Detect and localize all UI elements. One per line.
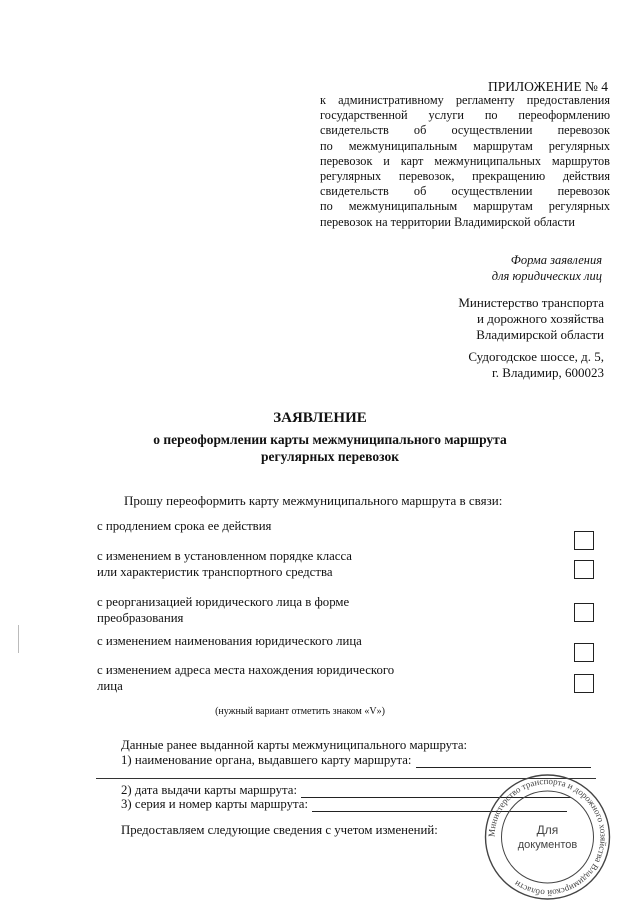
field-issuing-authority [121, 753, 591, 768]
checkbox-address-change[interactable] [574, 674, 594, 693]
margin-mark [18, 625, 19, 653]
recipient-line: и дорожного хозяйства [477, 311, 604, 326]
recipient-block [380, 295, 604, 343]
appendix-line: государственной услуги по переоформлению [320, 108, 610, 123]
official-stamp [480, 772, 615, 902]
subtitle-line: регулярных перевозок [261, 449, 399, 464]
option-line: с продлением срока ее действия [97, 519, 272, 533]
option-line: с изменением наименования юридического лица [97, 634, 362, 648]
appendix-line: по межмуниципальным маршрутам регулярных [320, 138, 610, 153]
recipient-line: Министерство транспорта [458, 295, 604, 310]
option-label-extend-term [97, 518, 417, 534]
option-line: преобразования [97, 611, 184, 625]
appendix-line: к административному регламенту предоставления [320, 93, 610, 107]
option-label-reorganization [97, 594, 417, 626]
previous-card-title: Данные ранее выданной карты межмуниципального маршрута: [121, 738, 468, 752]
option-label-vehicle-change [97, 548, 417, 580]
option-line: с изменением в установленном порядке класса [97, 549, 352, 563]
stamp-center-line2: документов [517, 839, 578, 851]
appendix-text [320, 93, 610, 230]
issuing-authority-input[interactable] [416, 755, 591, 768]
appendix-line: перевозок на территории Владимирской области [320, 214, 575, 229]
recipient-line: Владимирской области [476, 327, 604, 342]
option-label-address-change [97, 662, 417, 694]
form-note-line: Форма заявления [510, 253, 602, 267]
checkbox-extend-term[interactable] [574, 531, 594, 550]
request-intro: Прошу переоформить карту межмуниципального маршрута в связи: [124, 493, 503, 508]
selection-hint: (нужный вариант отметить знаком «V») [215, 706, 385, 717]
field-label: 2) дата выдачи карты маршрута: [121, 783, 298, 797]
subtitle-line: о переоформлении карты межмуниципального маршрута [153, 432, 507, 447]
form-note-line: для юридических лиц [491, 269, 602, 283]
field-label: 1) наименование органа, выдавшего карту маршрута: [121, 753, 412, 767]
appendix-line: по межмуниципальным маршрутам регулярных [320, 199, 610, 214]
address-line: Судогодское шоссе, д. 5, [468, 349, 604, 364]
option-line: с изменением адреса места нахождения юридического [97, 663, 395, 677]
appendix-line: перевозок и карт межмуниципальных маршрутов [320, 153, 610, 168]
appendix-title: ПРИЛОЖЕНИЕ № 4 [487, 79, 608, 94]
address-block [380, 349, 604, 381]
statement-subtitle [120, 431, 540, 465]
option-label-name-change [97, 633, 417, 649]
option-line: с реорганизацией юридического лица в форме [97, 595, 350, 609]
provide-info-text: Предоставляем следующие сведения с учетом изменений: [121, 823, 438, 837]
stamp-outer-ring [486, 775, 610, 899]
checkbox-vehicle-change[interactable] [574, 560, 594, 579]
form-note [380, 252, 602, 284]
stamp-ring-text: Министерство транспорта и дорожного хозяйства Владимирской области [486, 775, 609, 899]
statement-title: ЗАЯВЛЕНИЕ [273, 410, 367, 426]
option-line: или характеристик транспортного средства [97, 565, 333, 579]
address-line: г. Владимир, 600023 [491, 365, 604, 380]
stamp-center-line1: Для [536, 823, 559, 837]
appendix-line: регулярных перевозок, прекращению действия [320, 169, 610, 184]
appendix-line: свидетельств об осуществлении перевозок [320, 123, 610, 138]
checkbox-reorganization[interactable] [574, 603, 594, 622]
option-line: лица [97, 679, 123, 693]
field-label: 3) серия и номер карты маршрута: [121, 797, 309, 811]
stamp-inner-ring [502, 791, 594, 883]
appendix-line: свидетельств об осуществлении перевозок [320, 184, 610, 199]
checkbox-name-change[interactable] [574, 643, 594, 662]
